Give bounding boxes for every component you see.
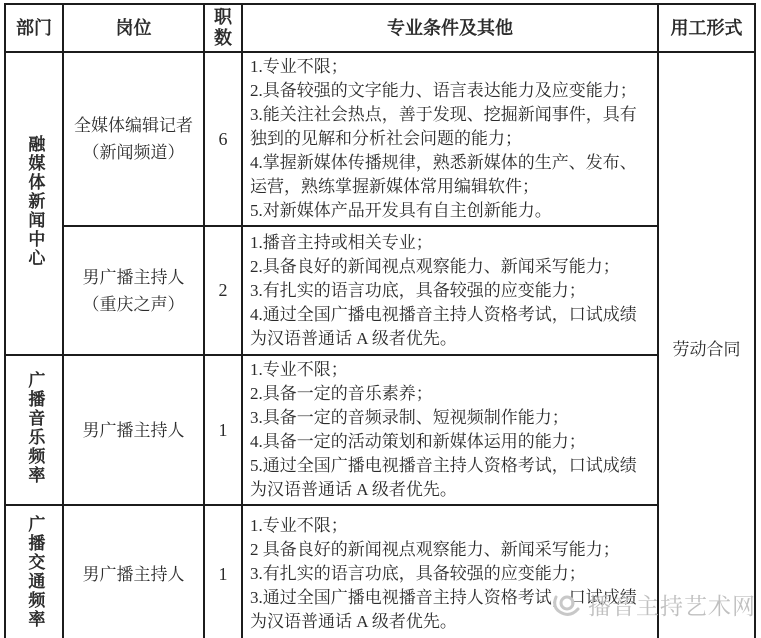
- department-name: 广播音乐频率: [25, 370, 45, 485]
- position-cell: [63, 505, 204, 638]
- position-cell: [63, 52, 204, 226]
- position-note: （重庆之声）: [82, 294, 185, 314]
- headcount-cell: 6: [204, 52, 242, 226]
- department-cell: [5, 505, 63, 638]
- position-name: 男广播主持人: [82, 564, 185, 584]
- condition-item: 2.具备良好的新闻视点观察能力、新闻采写能力；: [250, 256, 620, 276]
- requirements-list: [250, 358, 649, 502]
- department-cell: [5, 52, 63, 355]
- col-header-requirements: 专业条件及其他: [242, 4, 658, 52]
- condition-item: 4.具备一定的活动策划和新媒体运用的能力；: [250, 432, 586, 451]
- condition-item: 2 具备良好的新闻视点观察能力、新闻采写能力；: [250, 540, 620, 559]
- table-row: [5, 355, 755, 505]
- recruitment-table: [4, 3, 756, 638]
- condition-item: 3.具备一定的音频录制、短视频制作能力；: [250, 408, 569, 427]
- table-row: [5, 52, 755, 226]
- requirements-list: [250, 514, 649, 634]
- col-header-position: 岗位: [63, 4, 204, 52]
- condition-item: 1.专业不限；: [250, 57, 348, 76]
- department-cell: [5, 355, 63, 505]
- position-name: 男广播主持人: [82, 267, 185, 287]
- headcount-cell: 1: [204, 355, 242, 505]
- headcount-cell: 1: [204, 505, 242, 638]
- header-row: [5, 4, 755, 52]
- position-name: 全媒体编辑记者: [74, 116, 193, 135]
- condition-item: 2.具备较强的文字能力、语言表达能力及应变能力；: [250, 81, 637, 100]
- condition-item: 4.通过全国广播电视播音主持人资格考试，口试成绩为汉语普通话 A 级者优先。: [250, 304, 637, 348]
- condition-item: 5.通过全国广播电视播音主持人资格考试，口试成绩为汉语普通话 A 级者优先。: [250, 456, 637, 499]
- condition-item: 3.通过全国广播电视播音主持人资格考试，口试成绩为汉语普通话 A 级者优先。: [250, 588, 637, 631]
- department-name: 广播交通频率: [25, 514, 45, 629]
- condition-item: 1.专业不限；: [250, 516, 348, 535]
- condition-item: 2.具备一定的音乐素养；: [250, 384, 433, 403]
- table-row: [5, 226, 755, 355]
- requirements-cell: [242, 52, 658, 226]
- requirements-cell: [242, 505, 658, 638]
- condition-item: 1.专业不限；: [250, 360, 348, 379]
- col-header-employment-form: 用工形式: [658, 4, 755, 52]
- department-name: 融媒体新闻中心: [25, 134, 45, 268]
- condition-item: 5.对新媒体产品开发具有自主创新能力。: [250, 201, 552, 220]
- position-name: 男广播主持人: [82, 420, 185, 440]
- condition-item: 3.有扎实的语言功底，具备较强的应变能力；: [250, 280, 586, 300]
- requirements-cell: [242, 226, 658, 355]
- headcount-cell: 2: [204, 226, 242, 355]
- requirements-list: [250, 231, 649, 351]
- condition-item: 1.播音主持或相关专业；: [250, 232, 433, 252]
- employment-form-cell: 劳动合同: [658, 52, 755, 638]
- position-note: （新闻频道）: [82, 143, 185, 162]
- col-header-headcount: 职数: [204, 4, 242, 52]
- table-row: [5, 505, 755, 638]
- requirements-list: [250, 55, 649, 223]
- position-cell: [63, 355, 204, 505]
- condition-item: 4.掌握新媒体传播规律，熟悉新媒体的生产、发布、运营，熟练掌握新媒体常用编辑软件；: [250, 153, 637, 196]
- col-header-department: 部门: [5, 4, 63, 52]
- watermark-text: 播音主持艺术网: [588, 594, 756, 619]
- condition-item: 3.有扎实的语言功底，具备较强的应变能力；: [250, 564, 586, 583]
- requirements-cell: [242, 355, 658, 505]
- condition-item: 3.能关注社会热点，善于发现、挖掘新闻事件，具有独到的见解和分析社会问题的能力；: [250, 105, 637, 148]
- position-cell: [63, 226, 204, 355]
